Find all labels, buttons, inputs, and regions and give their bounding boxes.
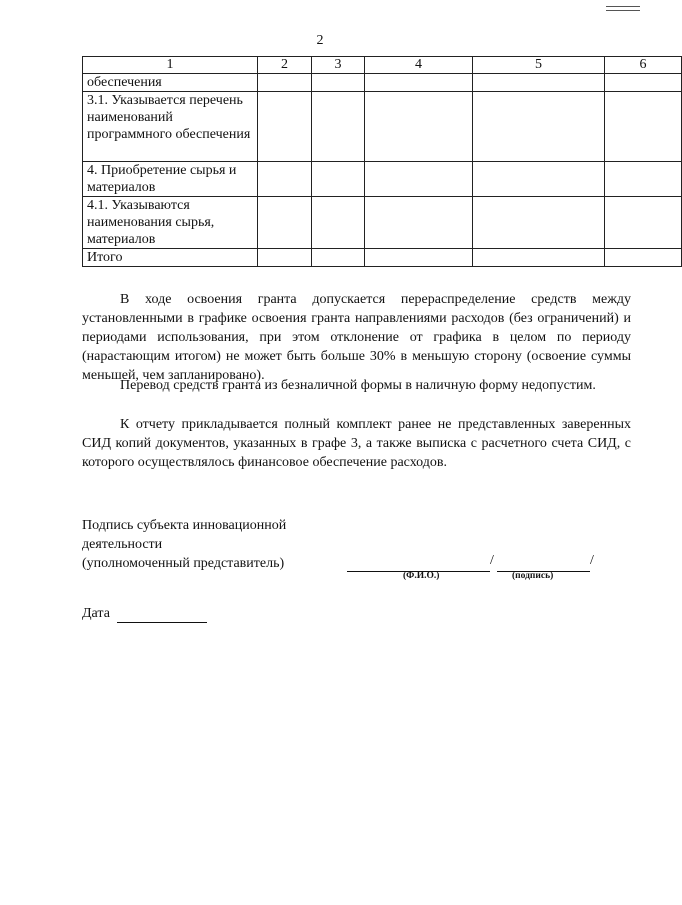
sign-caption: (подпись)	[512, 571, 554, 581]
name-caption: (Ф.И.О.)	[403, 571, 440, 581]
table-row	[83, 74, 682, 92]
table-row	[83, 162, 682, 197]
column-header: 6	[605, 57, 682, 74]
table-header-row	[83, 57, 682, 74]
row-label: 3.1. Указывается перечень наименований программного обеспечения	[83, 92, 258, 162]
column-header: 4	[365, 57, 473, 74]
table-row	[83, 92, 682, 162]
date-label: Дата	[82, 606, 110, 621]
row-label: 4. Приобретение сырья и материалов	[83, 162, 258, 197]
page-number: 2	[316, 33, 324, 48]
expense-table	[82, 56, 682, 267]
table-row	[83, 197, 682, 249]
column-header: 1	[83, 57, 258, 74]
signature-label: Подпись субъекта инновационной деятельности (уполномоченный представитель)	[82, 518, 287, 571]
column-header: 2	[258, 57, 312, 74]
column-header: 3	[312, 57, 365, 74]
date-line	[117, 622, 207, 623]
table-row-total	[83, 249, 682, 267]
row-label: Итого	[83, 249, 258, 267]
row-label: обеспечения	[83, 74, 258, 92]
paragraph-redistribution: В ходе освоения гранта допускается перераспределение средств между установленными в графике освоения гранта направлениями расходов (без ограничений) и периодами использования, при этом отклонение от графика в целом по периоду (нарастающим итогом) не может быть больше 30% в меньшую сторону (освоение суммы меньшей, чем запланировано).	[82, 292, 631, 383]
paragraph-attachments: К отчету прикладывается полный комплект ранее не представленных заверенных СИД копий документов, указанных в графе 3, а также выписка с расчетного счета СИД, с которого осуществлялось финансовое обеспечение расходов.	[82, 417, 631, 470]
paragraph-cash-transfer: Перевод средств гранта из безналичной формы в наличную форму недопустим.	[120, 378, 596, 393]
column-header: 5	[473, 57, 605, 74]
slash: /	[490, 553, 494, 568]
corner-scan-mark	[606, 6, 640, 11]
slash: /	[590, 553, 594, 568]
row-label: 4.1. Указываются наименования сырья, материалов	[83, 197, 258, 249]
